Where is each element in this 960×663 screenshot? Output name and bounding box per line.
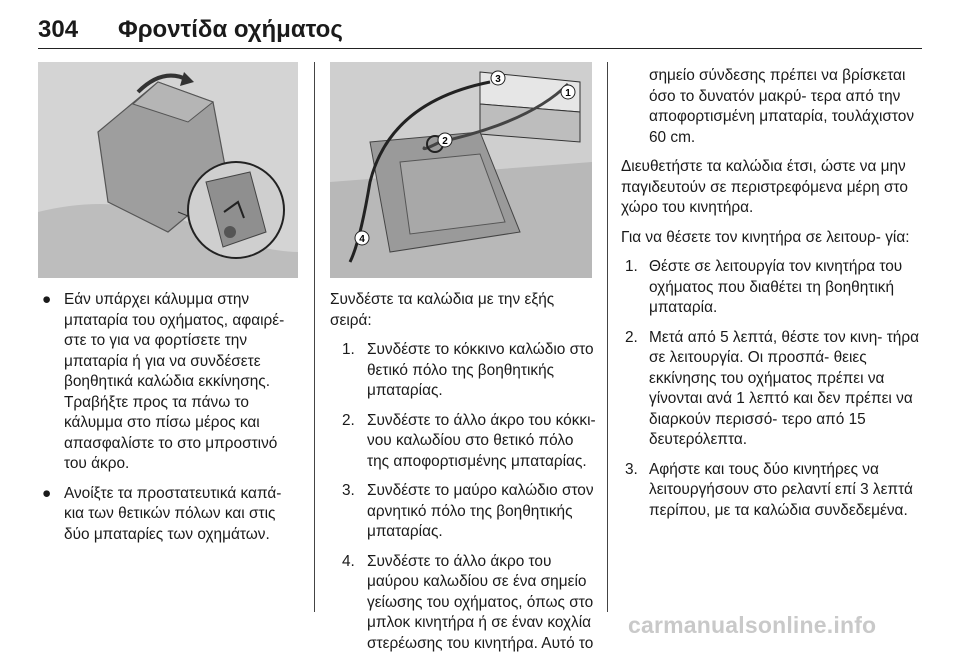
watermark: carmanualsonline.info xyxy=(628,612,877,638)
list-item: 4. Συνδέστε το άλλο άκρο του μαύρου καλωδίου σε ένα σημείο γείωσης του οχήματος, όπως στο μπλοκ κινητήρα ή σε έναν κοχλία στερέωσης του κινητήρα. Αυτό το xyxy=(342,552,594,652)
intro-paragraph: Συνδέστε τα καλώδια με την εξής σειρά: xyxy=(330,291,555,329)
list-item: 1. Συνδέστε το κόκκινο καλώδιο στο θετικό πόλο της βοηθητικής μπαταρίας. xyxy=(342,341,594,399)
bullet-text: Εάν υπάρχει κάλυμμα στην μπαταρία του οχήματος, αφαιρέ‐ στε το για να φορτίσετε την μπαταρία ή για να συνδέσετε βοηθητικά καλώδια εκκίνησης. Τραβήξτε προς τα πάνω το κάλυμμα στο πίσω μέρος και απασφαλίστε το στο μπροστινό του άκρο. xyxy=(64,291,285,472)
list-item: 3. Αφήστε και τους δύο κινητήρες να λειτουργήσουν στο ρελαντί επί 3 λεπτά περίπου, με τα καλώδια συνδεδεμένα. xyxy=(625,460,913,519)
column-divider-2 xyxy=(607,62,608,612)
jump-start-cables-illustration xyxy=(330,62,592,278)
column-1-text xyxy=(38,290,300,554)
callout-2 xyxy=(438,133,452,147)
battery-cover-illustration xyxy=(38,62,298,278)
callout-3 xyxy=(491,71,505,85)
column-divider-1 xyxy=(314,62,315,612)
cable-routing-paragraph: Διευθετήστε τα καλώδια έτσι, ώστε να μην παγιδευτούν σε περιστρεφόμενα μέρη στο χώρο του κινητήρα. xyxy=(621,158,908,216)
column-2-text xyxy=(330,290,598,663)
continuation-paragraph: σημείο σύνδεσης πρέπει να βρίσκεται όσο το δυνατόν μακρύ‐ τερα από την αποφορτισμένη μπαταρία, τουλάχιστον 60 cm. xyxy=(649,67,915,146)
svg-text:1: 1 xyxy=(565,88,571,99)
list-item: 3. Συνδέστε το μαύρο καλώδιο στον αρνητικό πόλο της βοηθητικής μπαταρίας. xyxy=(342,482,594,540)
column-3-text xyxy=(621,66,922,530)
engine-start-intro: Για να θέσετε τον κινητήρα σε λειτουρ‐ γία: xyxy=(621,228,910,246)
page-title: Φροντίδα οχήματος xyxy=(118,16,343,43)
bullet-remove-cover xyxy=(38,290,300,475)
svg-text:3: 3 xyxy=(495,74,501,85)
page-number: 304 xyxy=(38,16,79,43)
callout-4 xyxy=(355,231,369,245)
list-item: 2. Μετά από 5 λεπτά, θέστε τον κινη‐ τήρα σε λειτουργία. Οι προσπά‐ θειες εκκίνησης του οχήματος πρέπει να γίνονται ανά 1 λεπτό και δεν πρέπει να διαρκούν περισσό‐ τερο από 15 δευτερόλεπτα. xyxy=(625,328,919,448)
list-item: 1. Θέστε σε λειτουργία τον κινητήρα του οχήματος που διαθέτει τη βοηθητική μπαταρία. xyxy=(625,258,903,316)
svg-text:4: 4 xyxy=(359,234,365,245)
bullet-text: Ανοίξτε τα προστατευτικά καπά‐ κια των θετικών πόλων και στις δύο μπαταρίες των οχημάτων. xyxy=(64,484,282,543)
list-item: 2. Συνδέστε το άλλο άκρο του κόκκι‐ νου καλωδίου στο θετικό πόλο της αποφορτισμένης μπαταρίας. xyxy=(342,411,596,470)
bullet-icon: ● xyxy=(42,484,52,502)
bullet-icon: ● xyxy=(42,291,52,308)
callout-1 xyxy=(561,85,575,99)
svg-text:2: 2 xyxy=(442,136,448,147)
bullet-open-caps xyxy=(38,484,300,546)
page-header xyxy=(38,10,922,49)
